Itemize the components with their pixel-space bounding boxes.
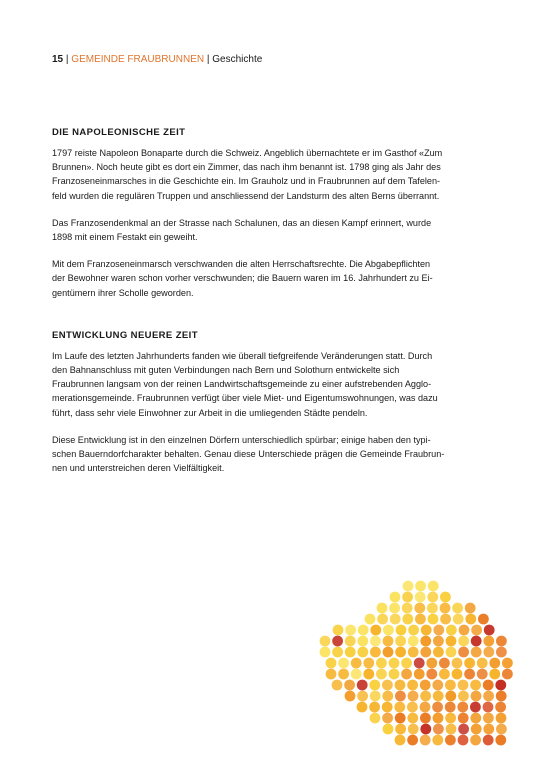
decorative-dot (433, 691, 444, 702)
decorative-dot (428, 614, 439, 625)
decorative-dot (332, 636, 343, 647)
decorative-dot (452, 669, 463, 680)
decorative-dot (483, 647, 494, 658)
decorative-dot (420, 636, 431, 647)
text-line: Brunnen». Noch heute gibt es dort ein Zimmer, das nach ihm benannt ist. 1798 ging als Jahr des (52, 162, 441, 173)
decorative-dot (376, 658, 387, 669)
decorative-dot (344, 680, 355, 691)
municipality-name: GEMEINDE FRAUBRUNNEN (71, 54, 205, 65)
paragraph (52, 349, 492, 420)
decorative-dot (395, 647, 406, 658)
decorative-dot (483, 713, 494, 724)
decorative-dot (439, 669, 450, 680)
section-heading: ENTWICKLUNG NEUERE ZEIT (52, 329, 198, 341)
decorative-dot (389, 669, 400, 680)
decorative-dot (382, 713, 393, 724)
section-recent-development (52, 330, 492, 476)
text-line: der Bewohner waren schon vorher verschwunden; die Bauern waren im 16. Jahrhundert zu Ei- (52, 273, 433, 284)
decorative-dot (395, 713, 406, 724)
decorative-dot (489, 658, 500, 669)
text-line: feld wurden die regulären Truppen und anschliessend der Landsturm des alten Berns überrannt. (52, 190, 440, 201)
section-name: Geschichte (212, 54, 263, 65)
header-separator: | (206, 54, 210, 65)
text-line: den Bahnanschluss mit guten Verbindungen nach Bern und Solothurn entwickelte sich (52, 365, 400, 376)
decorative-dot (332, 647, 343, 658)
decorative-dot (433, 647, 444, 658)
decorative-dot (428, 581, 439, 592)
text-line: merationsgemeinde. Fraubrunnen verfügt über viele Miet- und Eigentumswohnungen, was dazu (52, 393, 438, 404)
decorative-dot (320, 636, 331, 647)
decorative-dot (483, 735, 494, 746)
decorative-dot (420, 724, 431, 735)
decorative-dot (432, 735, 443, 746)
decorative-dot (407, 735, 418, 746)
decorative-dot (433, 636, 444, 647)
decorative-dot (440, 614, 451, 625)
decorative-dot (427, 592, 438, 603)
decorative-dot (446, 625, 457, 636)
decorative-dot (426, 658, 437, 669)
decorative-dot (458, 680, 469, 691)
decorative-dot (363, 658, 374, 669)
decorative-dot (395, 636, 406, 647)
decorative-dot (357, 680, 368, 691)
decorative-dot (433, 713, 444, 724)
decorative-dot (320, 647, 331, 658)
decorative-dot (420, 735, 431, 746)
decorative-dot (415, 592, 426, 603)
decorative-dot (471, 625, 482, 636)
decorative-dot (351, 658, 362, 669)
decorative-dot (453, 614, 464, 625)
decorative-dot (408, 691, 419, 702)
decorative-dot (470, 713, 481, 724)
decorative-dot (432, 702, 443, 713)
paragraph (52, 257, 492, 300)
paragraph (52, 146, 492, 203)
text-line: Franzoseneinmarsches in die Geschichte ein. Im Grauholz und in Fraubrunnen auf dem Tafelen- (52, 176, 441, 187)
decorative-dot (369, 680, 380, 691)
decorative-dot (390, 614, 401, 625)
decorative-dot (471, 636, 482, 647)
decorative-dot (483, 636, 494, 647)
decorative-dot (470, 702, 481, 713)
paragraph (52, 433, 492, 476)
decorative-dot (345, 625, 356, 636)
text-line: schen Bauerndorfcharakter behalten. Genau diese Unterschiede prägen die Gemeinde Fraubrun- (52, 449, 445, 460)
decorative-dot (382, 680, 393, 691)
decorative-dot (445, 702, 456, 713)
header-separator: | (65, 54, 69, 65)
decorative-dot (470, 680, 481, 691)
decorative-dot (326, 669, 337, 680)
text-line: nen und unterstreichen deren Vielfältigkeit. (52, 463, 225, 474)
decorative-dot (377, 614, 388, 625)
decorative-dot (395, 724, 406, 735)
decorative-dot (357, 647, 368, 658)
decorative-dot (465, 614, 476, 625)
decorative-dot (420, 647, 431, 658)
decorative-dot (420, 680, 431, 691)
decorative-dot (458, 647, 469, 658)
decorative-dot (396, 625, 407, 636)
decorative-dot (345, 691, 356, 702)
decorative-dot (402, 603, 413, 614)
decorative-dot (377, 603, 388, 614)
decorative-dot (470, 735, 481, 746)
decorative-dot (401, 658, 412, 669)
decorative-dot (440, 603, 451, 614)
section-napoleonic-era (52, 127, 492, 300)
decorative-dot (382, 702, 393, 713)
decorative-dot (414, 658, 425, 669)
decorative-dot (464, 658, 475, 669)
decorative-dot (403, 581, 414, 592)
text-line: Diese Entwicklung ist in den einzelnen Dörfern unterschiedlich spürbar; einige haben den typi- (52, 434, 431, 445)
decorative-dot (496, 713, 507, 724)
decorative-dot (496, 636, 507, 647)
decorative-dot (383, 625, 394, 636)
decorative-dot (408, 724, 419, 735)
decorative-dot (452, 658, 463, 669)
decorative-dot (489, 669, 500, 680)
decorative-dot (445, 691, 456, 702)
paragraph (52, 216, 492, 244)
decorative-dot (458, 636, 469, 647)
decorative-dot (415, 614, 426, 625)
decorative-dot (332, 680, 343, 691)
decorative-dot (408, 625, 419, 636)
page-header (52, 54, 262, 66)
decorative-dot (445, 680, 456, 691)
decorative-dot (395, 680, 406, 691)
decorative-dot (351, 669, 362, 680)
decorative-dot (402, 614, 413, 625)
decorative-dot (483, 724, 494, 735)
decorative-dot (445, 735, 456, 746)
decorative-dot (376, 669, 387, 680)
decorative-dot (483, 691, 494, 702)
decorative-dot (502, 658, 513, 669)
decorative-dot (433, 724, 444, 735)
text-line: gentümern ihrer Scholle geworden. (52, 287, 194, 298)
text-line: 1898 mit einem Festakt ein geweiht. (52, 232, 198, 243)
decorative-dot (446, 636, 457, 647)
decorative-dot (458, 691, 469, 702)
decorative-dot (433, 625, 444, 636)
decorative-dot (414, 669, 425, 680)
decorative-dot (363, 669, 374, 680)
decorative-dot (395, 691, 406, 702)
decorative-dot (357, 691, 368, 702)
decorative-dot (471, 724, 482, 735)
decorative-dot (408, 647, 419, 658)
decorative-dot (495, 680, 506, 691)
decorative-dot (415, 581, 426, 592)
decorative-dot (370, 625, 381, 636)
decorative-dot (326, 658, 337, 669)
decorative-dot (402, 592, 413, 603)
decorative-dot (383, 636, 394, 647)
decorative-dot (483, 702, 494, 713)
decorative-dot (421, 625, 432, 636)
decorative-dot (407, 702, 418, 713)
decorative-dot (495, 702, 506, 713)
decorative-dot (445, 713, 456, 724)
page-number: 15 (52, 54, 64, 65)
decorative-dot (401, 669, 412, 680)
decorative-dot (465, 603, 476, 614)
decorative-dot (407, 713, 418, 724)
decorative-dot (496, 691, 507, 702)
decorative-dot (382, 691, 393, 702)
decorative-dot (408, 636, 419, 647)
decorative-dot (389, 658, 400, 669)
decorative-dot (496, 724, 507, 735)
decorative-dot (370, 713, 381, 724)
text-line: Im Laufe des letzten Jahrhunderts fanden wie überall tiefgreifende Veränderungen statt. Durch (52, 350, 433, 361)
decorative-dot (464, 669, 475, 680)
decorative-dot (345, 636, 356, 647)
decorative-dot (478, 614, 489, 625)
decorative-dot (370, 636, 381, 647)
decorative-dot (394, 702, 405, 713)
text-line: Das Franzosendenkmal an der Strasse nach Schalunen, das an diesen Kampf erinnert, wurde (52, 217, 432, 228)
decorative-dot (502, 669, 513, 680)
decorative-dot (458, 735, 469, 746)
decorative-dot (389, 603, 400, 614)
decorative-dot (458, 713, 469, 724)
decorative-dot (471, 647, 482, 658)
decorative-dot (369, 702, 380, 713)
section-heading: DIE NAPOLEONISCHE ZEIT (52, 127, 186, 138)
decorative-dot (446, 724, 457, 735)
decorative-dot (365, 614, 376, 625)
decorative-dot (427, 603, 438, 614)
decorative-dot (471, 691, 482, 702)
decorative-dot (459, 625, 470, 636)
text-line: führt, dass sehr viele Einwohner zur Arbeit in die umliegenden Städte pendeln. (52, 407, 368, 418)
page-content (52, 127, 492, 488)
decorative-dot (483, 680, 494, 691)
decorative-dot (338, 658, 349, 669)
decorative-dot (458, 724, 469, 735)
decorative-dot (452, 603, 463, 614)
text-line: Mit dem Franzoseneinmarsch verschwanden die alten Herrschaftsrechte. Die Abgabepflichten (52, 259, 431, 270)
decorative-dot (358, 625, 369, 636)
decorative-dot (407, 680, 418, 691)
decorative-dot (357, 636, 368, 647)
decorative-dot (370, 647, 381, 658)
decorative-dot (357, 702, 368, 713)
decorative-dot (338, 669, 349, 680)
text-line: Fraubrunnen langsam von der reinen Landwirtschaftsgemeinde zu einer aufstrebenden Agglo- (52, 379, 432, 390)
decorative-dot (495, 735, 506, 746)
decorative-dot (390, 592, 401, 603)
decorative-dot (426, 669, 437, 680)
decorative-dot (446, 647, 457, 658)
decorative-dot (496, 647, 507, 658)
decorative-dot (420, 702, 431, 713)
decorative-dot (395, 735, 406, 746)
decorative-dot (484, 625, 495, 636)
decorative-dot (345, 647, 356, 658)
decorative-dot (420, 691, 431, 702)
decorative-dot (383, 647, 394, 658)
decorative-dot (439, 658, 450, 669)
decorative-dot (420, 713, 431, 724)
decorative-dot (432, 680, 443, 691)
decorative-dot (370, 691, 381, 702)
decorative-dot (333, 625, 344, 636)
text-line: 1797 reiste Napoleon Bonaparte durch die Schweiz. Angeblich übernachtete er im Gasthof «Zum (52, 148, 443, 158)
decorative-dot (477, 669, 488, 680)
decorative-dot (414, 603, 425, 614)
decorative-dot (457, 702, 468, 713)
decorative-dot (477, 658, 488, 669)
decorative-dot (440, 592, 451, 603)
decorative-dot (383, 724, 394, 735)
